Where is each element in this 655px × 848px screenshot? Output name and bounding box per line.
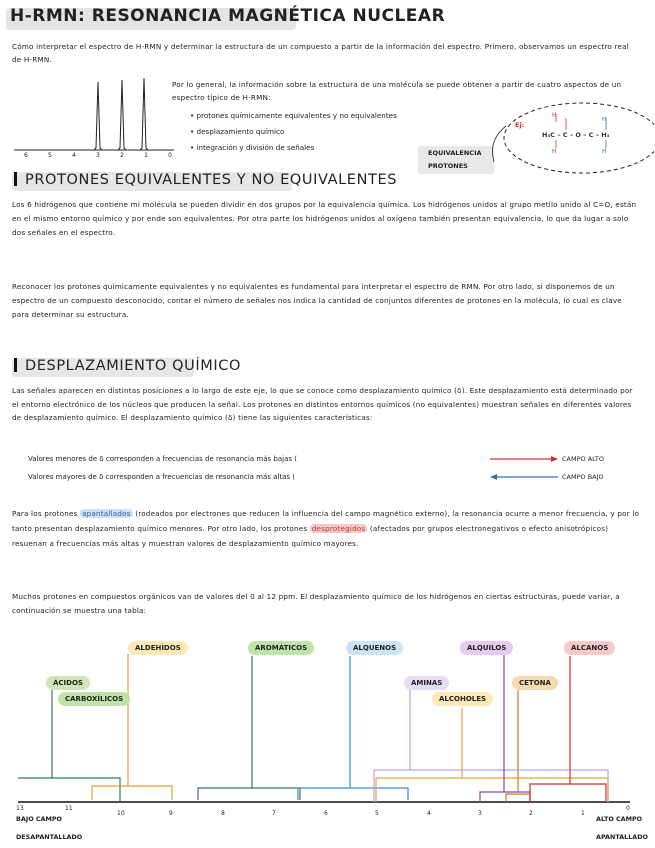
spectrum-tick: 2 (120, 152, 124, 159)
protons-label: PROTONES (428, 162, 468, 170)
spectrum-tick: 0 (168, 152, 172, 159)
range-label-ketone: CETONA (512, 676, 558, 690)
aspect-item: • integración y división de señales (190, 140, 510, 156)
arrow-left-blue (488, 472, 560, 482)
axis-tick: 0 (626, 805, 630, 812)
section1-paragraph-2: Reconocer los protones químicamente equivalentes y no equivalentes es fundamental para interpretar el espectro de RMN. Por otro lado, si disponemos de un espectro de un compuesto desconocido, contar el número de señales nos indica la cantidad de conjuntos diferentes de protones en la molécula, lo cual es clave para determinar su estructura. (12, 282, 622, 319)
campo-bajo-label: CAMPO BAJO (562, 473, 604, 481)
heading-bar (14, 358, 17, 372)
axis-tick: 5 (375, 810, 379, 817)
molecule-formula: H₃C – C – O – C – H₃ (542, 131, 610, 139)
section1-paragraph-1: Los 6 hidrógenos que contiene mi molécula se pueden dividir en dos grupos por la equivalencia química. Los hidrógenos unidos al grupo metilo unido al C=O, están en el mismo entorno químico y por ende son equivalentes. Por otra parte los hidrógenos unidos al oxígeno también presentan equivalencia, lo que da lugar a solo dos señales en el espectro. (12, 200, 637, 237)
p2-part: (afectados por grupos electronegativos o efecto anisotrópicos) resuenan a frecuencias más altas y muestran valores de desplazamiento químico mayores. (12, 524, 609, 548)
range-label-alkanes: ALCANOS (564, 641, 615, 655)
heading-text: PROTONES EQUIVALENTES Y NO EQUIVALENTES (25, 172, 398, 188)
molecule-h: H (552, 148, 557, 155)
axis-tick: 6 (324, 810, 328, 817)
shift-chart (0, 630, 655, 810)
aspect-item: • protones químicamente equivalentes y no equivalentes (190, 108, 510, 124)
axis-tick: 1 (581, 810, 585, 817)
spectrum-tick: 4 (72, 152, 76, 159)
spectrum-tick: 3 (96, 152, 100, 159)
aldehydes-range (92, 786, 172, 800)
bullet-high-text: Valores mayores de δ corresponden a frecuencias de resonancia más altas ( (28, 473, 295, 481)
axis-tick: 10 (117, 810, 125, 817)
molecule-h: H (552, 112, 557, 119)
molecule-h: H (602, 116, 607, 123)
axis-left-sublabel: DESAPANTALLADO (16, 833, 83, 841)
aromatics-range (198, 788, 300, 800)
axis-tick: 13 (16, 805, 24, 812)
range-label-alkenes: ALQUENOS (346, 641, 403, 655)
axis-tick: 8 (221, 810, 225, 817)
page-title (10, 6, 445, 26)
equivalence-label: EQUIVALENCIA (428, 149, 482, 157)
example-label: Ej: (515, 121, 525, 129)
section2-paragraph-2 (12, 506, 640, 551)
axis-right-sublabel: APANTALLADO (596, 833, 648, 841)
axis-tick: 9 (169, 810, 173, 817)
intro-text: Cómo interpretar el espectro de H-RMN y determinar la estructura de un compuesto a partir de la información del espectro. Primero, observamos un espectro real de H-RMN. (12, 42, 629, 64)
section2-paragraph-3: Muchos protones en compuestos orgánicos van de valores del 0 al 12 ppm. El desplazamiento químico de los hidrógenos en ciertas estructuras, puede variar, a continuación se muestra una tabla: (12, 592, 620, 615)
spectrum-ticks (24, 152, 172, 159)
bullet-low-end (562, 450, 604, 468)
heading-text: DESPLAZAMIENTO QUÍMICO (25, 358, 241, 374)
amines-range (374, 770, 608, 802)
range-label-alkyl: ALQUILOS (460, 641, 513, 655)
molecule-h: H (602, 148, 607, 155)
range-label-amines: AMINAS (404, 676, 449, 690)
alkenes-range (298, 788, 408, 800)
section2-paragraph-1: Las señales aparecen en distintas posiciones a lo largo de este eje, lo que se conoce como desplazamiento químico (δ). Este desplazamiento está determinado por el entorno electrónico de los núcleos que producen la señal. Los protones en distintos entornos químicos (no equivalentes) muestran señales en diferentes valores de desplazamiento químico. El desplazamiento químico (δ) tiene las siguientes características: (12, 386, 633, 422)
alkanes-range (530, 784, 606, 802)
acids-range (18, 778, 120, 802)
arrow-right-red (488, 454, 560, 464)
range-label-aromatics: AROMÁTICOS (248, 641, 314, 655)
section-heading (14, 172, 397, 188)
range-label-alcohols: ALCOHOLES (432, 692, 493, 706)
desprotegidos-highlight: desprotegidos (311, 524, 366, 533)
axis-left-label: BAJO CAMPO (16, 815, 62, 823)
bullet-low (28, 450, 297, 468)
p2-part: Para los protones (12, 509, 81, 518)
axis-tick: 11 (65, 805, 73, 812)
axis-tick: 7 (272, 810, 276, 817)
apantallados-highlight: apantallados (82, 509, 131, 518)
axis-right-label: ALTO CAMPO (596, 815, 643, 823)
spectrum-peak-3 (140, 78, 148, 150)
heading-bar (14, 172, 17, 186)
aspects-intro: Por lo general, la información sobre la estructura de una molécula se puede obtener a partir de cuatro aspectos de un espectro típico de H-RMN: (172, 80, 622, 102)
range-label-aldehydes: ALDEHÍDOS (128, 641, 188, 655)
p2-part: (rodeados por electrones que reducen la influencia del campo magnético externo), la resonancia ocurre a menor frecuencia, y por lo tanto presentan desplazamiento químico menores. Por otro lado, los protones (12, 509, 640, 533)
spectrum-tick: 5 (48, 152, 52, 159)
section-heading (14, 358, 241, 374)
spectrum-peak-2 (118, 80, 126, 150)
range-label-carboxylic: CARBOXÍLICOS (58, 692, 130, 706)
campo-alto-label: CAMPO ALTO (562, 455, 604, 463)
spectrum-peak-1 (94, 82, 102, 150)
aspect-item: • desplazamiento químico (190, 124, 510, 140)
bullet-low-text: Valores menores de δ corresponden a frecuencias de resonancia más bajas ( (28, 455, 297, 463)
alcohols-range (376, 778, 608, 802)
pointer-arrow (493, 126, 507, 162)
spectrum-tick: 1 (144, 152, 148, 159)
axis-tick: 2 (529, 810, 533, 817)
axis-tick: 3 (478, 810, 482, 817)
axis-tick: 4 (427, 810, 431, 817)
bullet-high (28, 468, 295, 486)
molecule-diagram (486, 100, 654, 180)
title-text: H-RMN: RESONANCIA MAGNÉTICA NUCLEAR (10, 6, 446, 26)
ketone-range (506, 794, 530, 802)
range-label-acids: ÁCIDOS (46, 676, 90, 690)
bullet-high-end (562, 468, 604, 486)
spectrum-tick: 6 (24, 152, 28, 159)
